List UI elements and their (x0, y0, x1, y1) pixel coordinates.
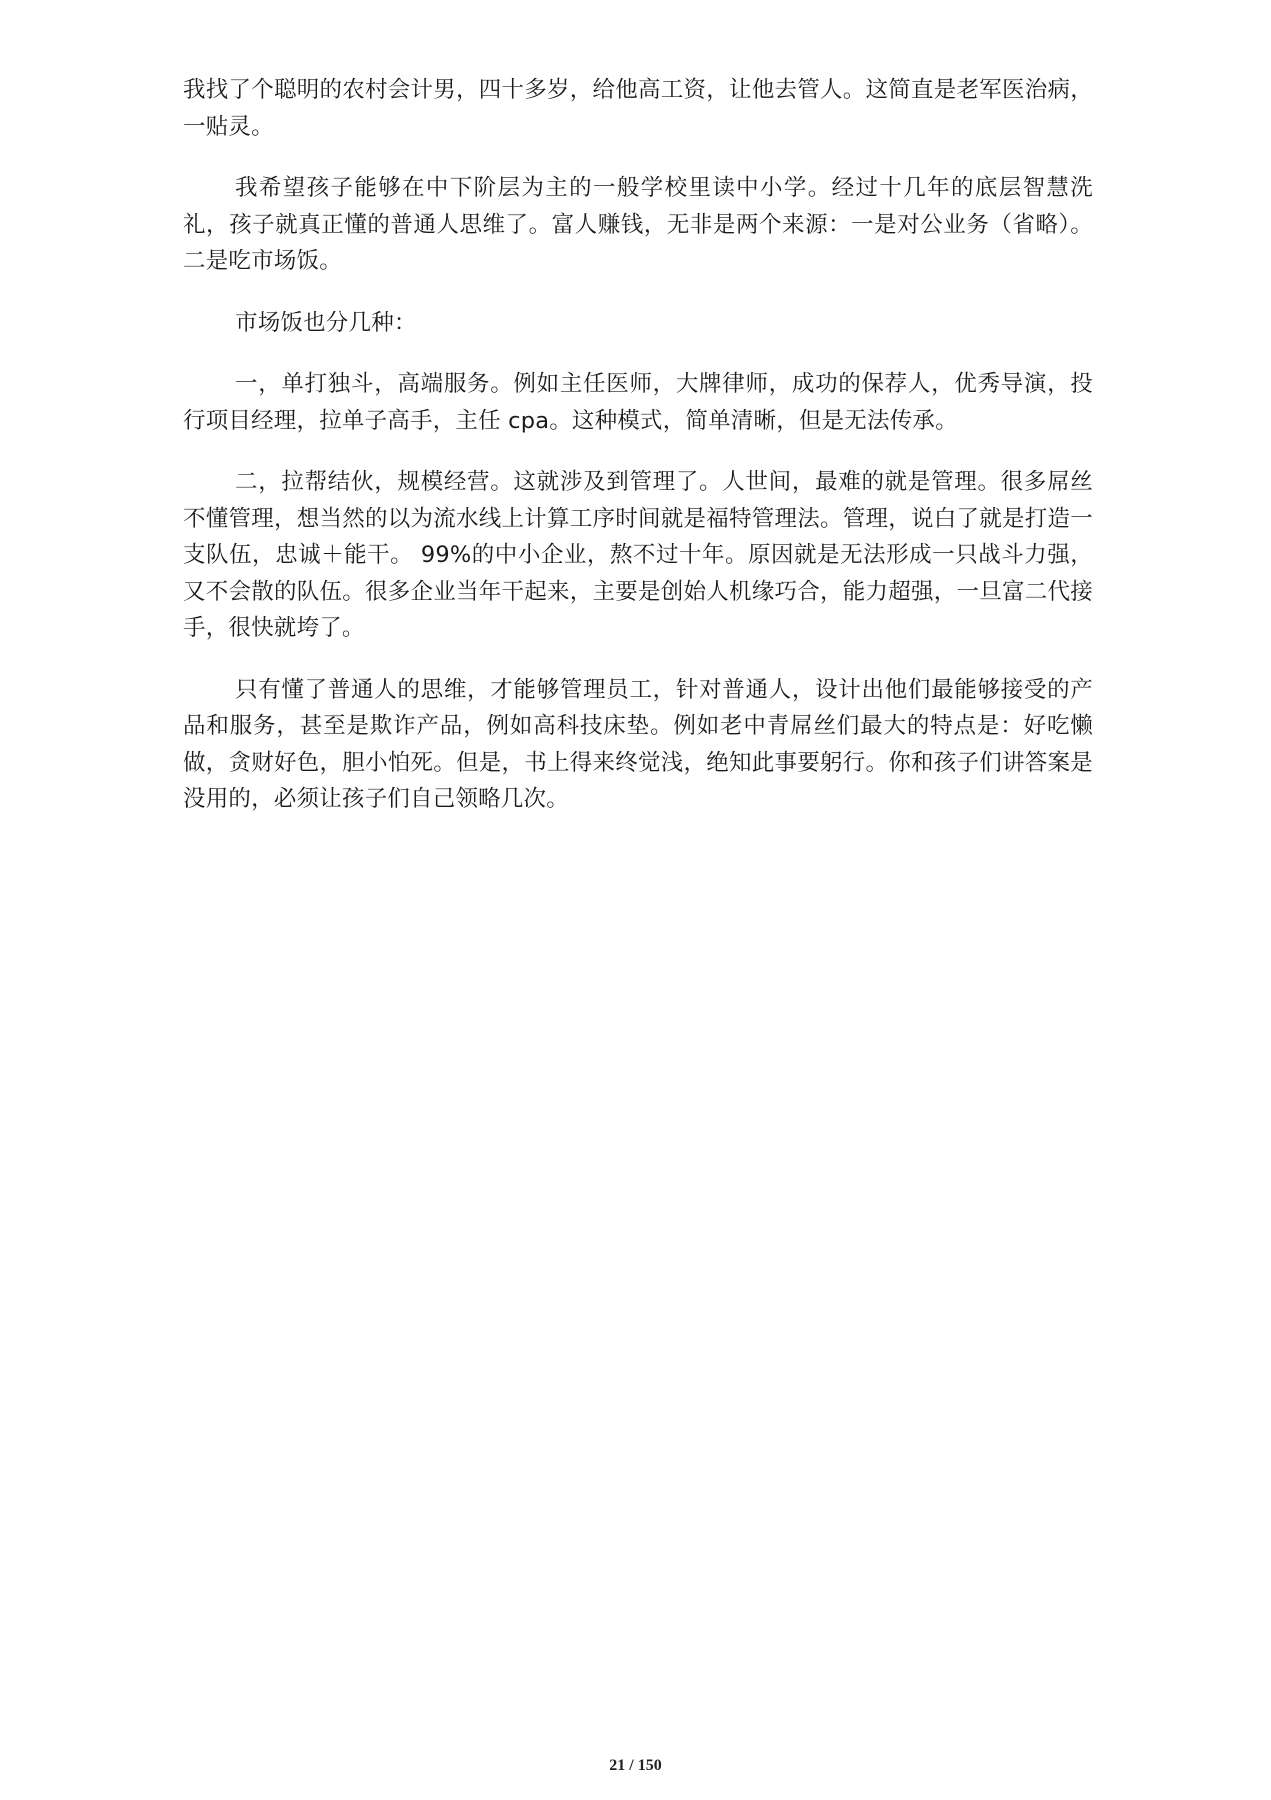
paragraph-1: 我找了个聪明的农村会计男，四十多岁，给他高工资，让他去管人。这简直是老军医治病，一贴灵。 (183, 77, 1093, 140)
page-number: 21 / 150 (609, 1757, 662, 1774)
paragraph-6: 只有懂了普通人的思维，才能够管理员工，针对普通人，设计出他们最能够接受的产品和服务，甚至是欺诈产品，例如高科技床垫。例如老中青屌丝们最大的特点是：好吃懒做，贪财好色，胆小怕死。但是，书上得来终觉浅，绝知此事要躬行。你和孩子们讲答案是没用的，必须让孩子们自己领略几次。 (183, 676, 1093, 812)
paragraph-5: 二，拉帮结伙，规模经营。这就涉及到管理了。人世间，最难的就是管理。很多屌丝不懂管理，想当然的以为流水线上计算工序时间就是福特管理法。管理，说白了就是打造一支队伍，忠诚＋能干。 99%的中小企业，熬不过十年。原因就是无法形成一只战斗力强，又不会散的队伍。很多企业当年干起来，主要是创始人机缘巧合，能力超强，一旦富二代接手，很快就垮了。 (183, 469, 1093, 641)
paragraph-4: 一，单打独斗，高端服务。例如主任医师，大牌律师，成功的保荐人，优秀导演，投行项目经理，拉单子高手，主任 cpa。这种模式，简单清晰，但是无法传承。 (183, 371, 1093, 434)
body-text (183, 72, 1093, 843)
paragraph-3: 市场饭也分几种： (235, 309, 417, 336)
paragraph-2: 我希望孩子能够在中下阶层为主的一般学校里读中小学。经过十几年的底层智慧洗礼，孩子就真正懂的普通人思维了。富人赚钱，无非是两个来源：一是对公业务（省略）。二是吃市场饭。 (183, 175, 1093, 274)
